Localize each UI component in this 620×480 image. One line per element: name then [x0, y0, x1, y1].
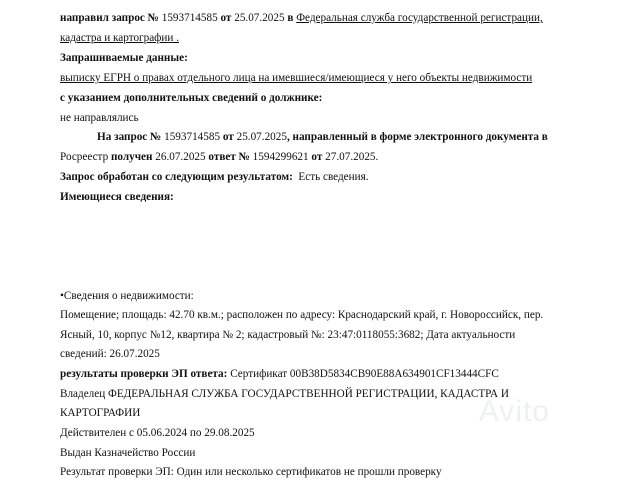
to-label: в — [287, 12, 294, 24]
signature-check-label: результаты проверки ЭП ответа: — [60, 368, 228, 380]
response-request-date: 25.07.2025 — [236, 131, 287, 143]
signature-check-result: Результат проверки ЭП: Один или несколько сертификатов не прошли проверку — [60, 466, 442, 478]
answer-number: 1594299621 — [252, 151, 309, 163]
available-info-label: Имеющиеся сведения: — [60, 191, 174, 203]
registry-name: Росреестр — [60, 151, 109, 163]
request-date: 25.07.2025 — [234, 12, 285, 24]
result-line — [60, 170, 369, 184]
watermark-logo: Avito — [478, 395, 550, 428]
property-header: •Сведения о недвижимости: — [60, 290, 194, 302]
organization-name: Федеральная служба государственной регистрации, — [296, 12, 543, 24]
from-label: от — [220, 12, 232, 24]
certificate-issuer: Выдан Казначейство России — [60, 447, 196, 459]
property-details-3: сведений: 26.07.2025 — [60, 348, 160, 360]
response-line-2: Росреестр получен 26.07.2025 ответ № 1594299621 от 27.07.2025. — [60, 151, 379, 163]
property-details-2: Ясный, 10, корпус №12, квартира № 2; кадастровый №: 23:47:0118055:3682; Дата актуальности — [60, 329, 516, 341]
response-request-number: 1593714585 — [164, 131, 221, 143]
request-number: 1593714585 — [161, 12, 218, 24]
response-line: На запрос № 1593714585 от 25.07.2025, направленный в форме электронного документа в — [97, 131, 548, 143]
request-line — [60, 11, 543, 25]
requested-data-value: выписку ЕГРН о правах отдельного лица на имевшиеся/имеющиеся у него объекты недвижимости — [60, 72, 533, 84]
extra-info-label: с указанием дополнительных сведений о должнике: — [60, 92, 323, 104]
received-date: 26.07.2025 — [155, 151, 206, 163]
certificate-owner: Владелец ФЕДЕРАЛЬНАЯ СЛУЖБА ГОСУДАРСТВЕННОЙ РЕГИСТРАЦИИ, КАДАСТРА И — [60, 388, 509, 400]
result-value: Есть сведения. — [298, 171, 369, 183]
certificate-owner-cont: КАРТОГРАФИИ — [60, 407, 141, 419]
signature-check-line — [60, 367, 499, 381]
certificate-id: Сертификат 00B38D5834CB90E88A634901CF13444CFC — [230, 368, 499, 380]
answer-date: 27.07.2025. — [325, 151, 379, 163]
result-label: Запрос обработан со следующим результатом: — [60, 171, 293, 183]
requested-data-label: Запрашиваемые данные: — [60, 52, 188, 64]
property-details-1: Помещение; площадь: 42.70 кв.м.; расположен по адресу: Краснодарский край, г. Новороссийск, пер. — [60, 309, 544, 321]
extra-info-value: не направлялись — [60, 112, 139, 124]
request-label: направил запрос № — [60, 12, 159, 24]
certificate-validity: Действителен с 05.06.2024 по 29.08.2025 — [60, 427, 255, 439]
organization-name-cont: кадастра и картографии . — [60, 32, 179, 44]
